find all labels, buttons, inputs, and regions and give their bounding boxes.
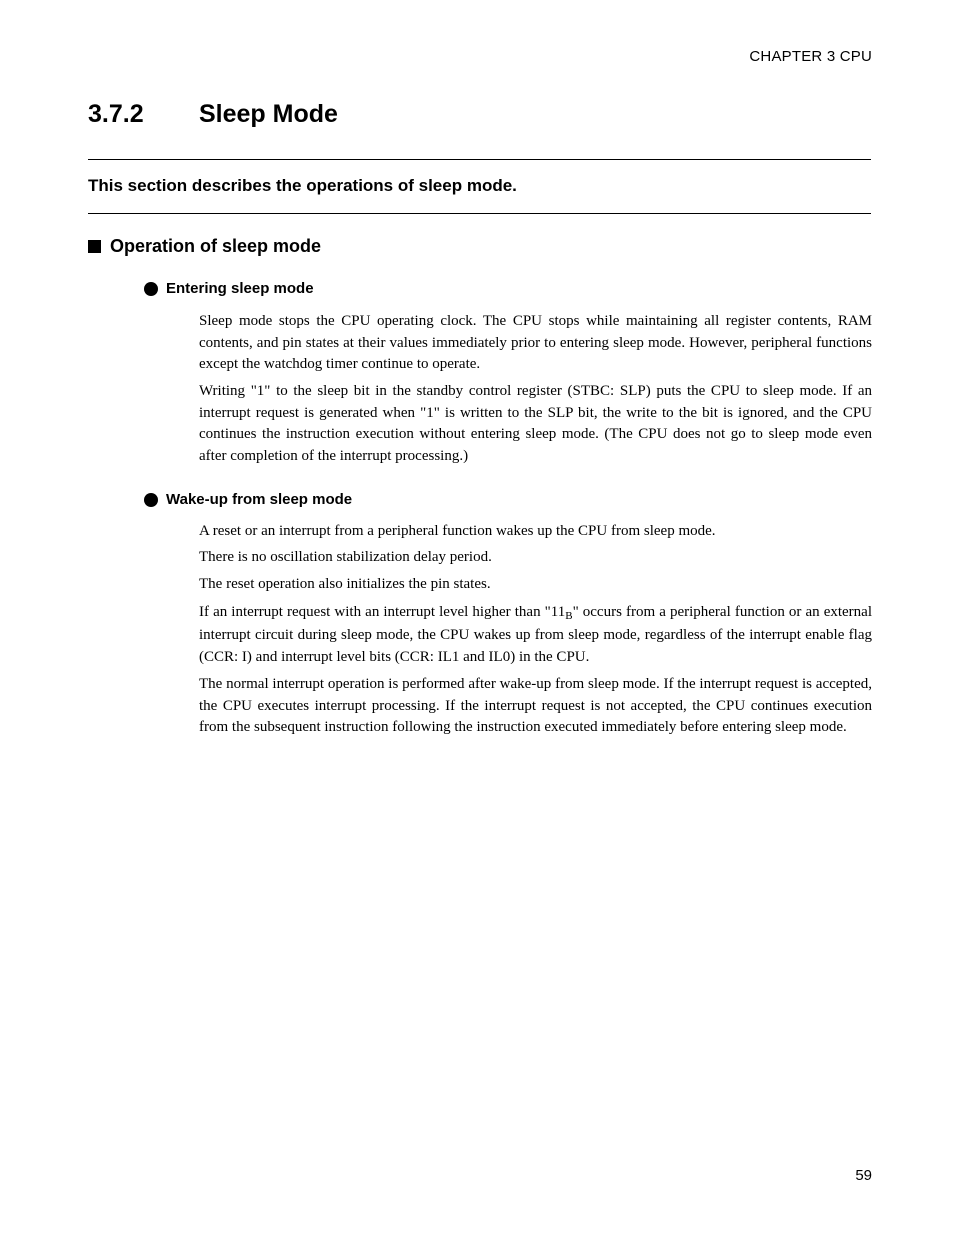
- subsection-heading: [88, 236, 321, 257]
- wakeup-heading: [144, 491, 352, 508]
- wakeup-paragraph-2: There is no oscillation stabilization delay period.: [199, 549, 492, 565]
- wakeup-paragraph-4-before: If an interrupt request with an interrupt level higher than "11: [199, 604, 566, 620]
- section-summary: This section describes the operations of sleep mode.: [88, 176, 517, 195]
- bottom-rule: [88, 213, 871, 214]
- entering-paragraph-2: Writing "1" to the sleep bit in the standby control register (STBC: SLP) puts the CPU to sleep mode. If an interrupt request is generated when "1" is written to the SLP bit, the write to the bit is ignored, and the CPU continues the instruction execution without entering sleep mode. (The CPU does not go to sleep mode even after completion of the interrupt processing.): [199, 383, 872, 465]
- section-title-text: Sleep Mode: [199, 100, 338, 128]
- circle-bullet-icon: [144, 493, 158, 507]
- square-bullet-icon: [88, 240, 101, 253]
- wakeup-paragraph-4-after: " occurs from a peripheral function or an external interrupt circuit during sleep mode, the CPU wakes up from sleep mode, regardless of the interrupt enable flag (CCR: I) and interrupt level bits (CCR: IL1 and IL0) in the CPU.: [199, 604, 872, 665]
- wakeup-paragraph-3: The reset operation also initializes the pin states.: [199, 576, 491, 592]
- chapter-header: CHAPTER 3 CPU: [749, 48, 872, 65]
- circle-bullet-icon: [144, 282, 158, 296]
- subsection-title: Operation of sleep mode: [110, 236, 322, 256]
- wakeup-paragraph-4: [199, 601, 872, 669]
- wakeup-paragraph-1: A reset or an interrupt from a peripheral function wakes up the CPU from sleep mode.: [199, 523, 716, 539]
- page-number: 59: [855, 1167, 872, 1184]
- entering-heading: [144, 280, 314, 297]
- wakeup-heading-text: Wake-up from sleep mode: [166, 491, 353, 508]
- wakeup-paragraph-5: The normal interrupt operation is performed after wake-up from sleep mode. If the interrupt request is accepted, the CPU executes interrupt processing. If the interrupt request is not accepted, the CPU continues execution from the subsequent instruction following the instruction executed immediately before entering sleep mode.: [199, 676, 872, 736]
- entering-heading-text: Entering sleep mode: [166, 280, 314, 297]
- top-rule: [88, 159, 871, 160]
- section-title: [88, 100, 338, 129]
- section-number: 3.7.2: [88, 100, 144, 128]
- binary-subscript: B: [565, 610, 573, 622]
- entering-paragraph-1: Sleep mode stops the CPU operating clock. The CPU stops while maintaining all register contents, RAM contents, and pin states at their values immediately prior to entering sleep mode. However, peripheral functions except the watchdog timer continue to operate.: [199, 313, 872, 373]
